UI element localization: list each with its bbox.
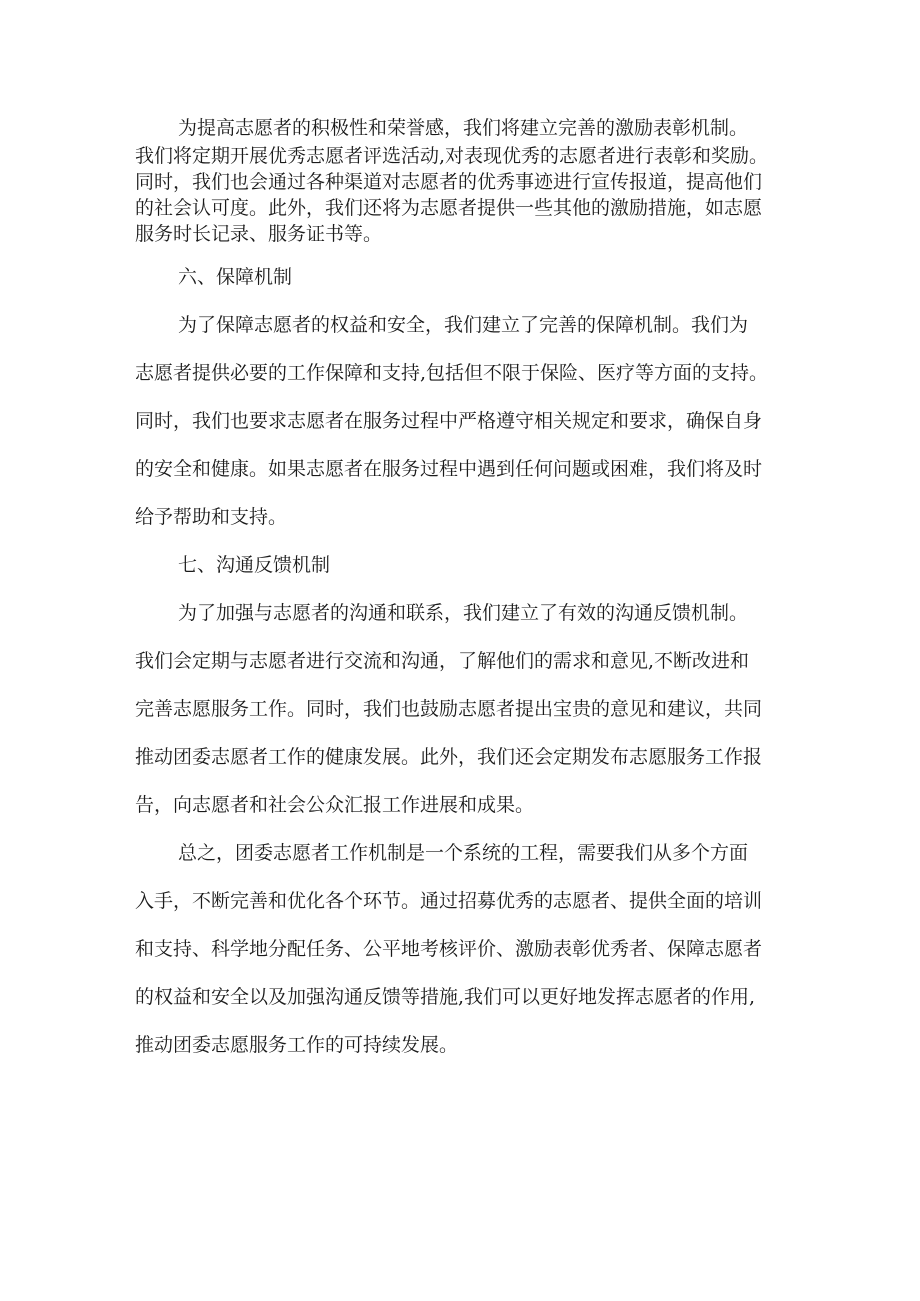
section-heading-communication: 七、沟通反馈机制 [178, 554, 331, 576]
text-line: 为了加强与志愿者的沟通和联系，我们建立了有效的沟通反馈机制。 [178, 602, 749, 624]
text-line: 推动团委志愿者工作的健康发展。此外，我们还会定期发布志愿服务工作报 [135, 746, 763, 768]
text-line: 入手，不断完善和优化各个环节。通过招募优秀的志愿者、提供全面的培训 [135, 890, 763, 912]
text-line: 的权益和安全以及加强沟通反馈等措施,我们可以更好地发挥志愿者的作用, [135, 986, 756, 1008]
text-line: 志愿者提供必要的工作保障和支持,包括但不限于保险、医疗等方面的支持。 [135, 362, 769, 384]
text-line: 服务时长记录、服务证书等。 [135, 223, 383, 245]
text-line: 同时，我们也要求志愿者在服务过程中严格遵守相关规定和要求，确保自身 [135, 410, 763, 432]
text-line: 为提高志愿者的积极性和荣誉感，我们将建立完善的激励表彰机制。 [178, 117, 749, 139]
section-heading-guarantee: 六、保障机制 [178, 266, 293, 288]
text-line: 完善志愿服务工作。同时，我们也鼓励志愿者提出宝贵的意见和建议，共同 [135, 698, 763, 720]
text-line: 告，向志愿者和社会公众汇报工作进展和成果。 [135, 794, 535, 816]
text-line: 的安全和健康。如果志愿者在服务过程中遇到任何问题或困难，我们将及时 [135, 458, 763, 480]
text-line: 同时，我们也会通过各种渠道对志愿者的优秀事迹进行宣传报道，提高他们 [135, 171, 763, 193]
text-line: 总之，团委志愿者工作机制是一个系统的工程，需要我们从多个方面 [178, 842, 749, 864]
text-line: 和支持、科学地分配任务、公平地考核评价、激励表彰优秀者、保障志愿者 [135, 938, 763, 960]
text-line: 我们会定期与志愿者进行交流和沟通，了解他们的需求和意见,不断改进和 [135, 650, 750, 672]
text-line: 为了保障志愿者的权益和安全，我们建立了完善的保障机制。我们为 [178, 314, 749, 336]
text-line: 我们将定期开展优秀志愿者评选活动,对表现优秀的志愿者进行表彰和奖励。 [135, 145, 769, 167]
text-line: 推动团委志愿服务工作的可持续发展。 [135, 1034, 459, 1056]
text-line: 给予帮助和支持。 [135, 506, 288, 528]
text-line: 的社会认可度。此外，我们还将为志愿者提供一些其他的激励措施，如志愿 [135, 197, 763, 219]
